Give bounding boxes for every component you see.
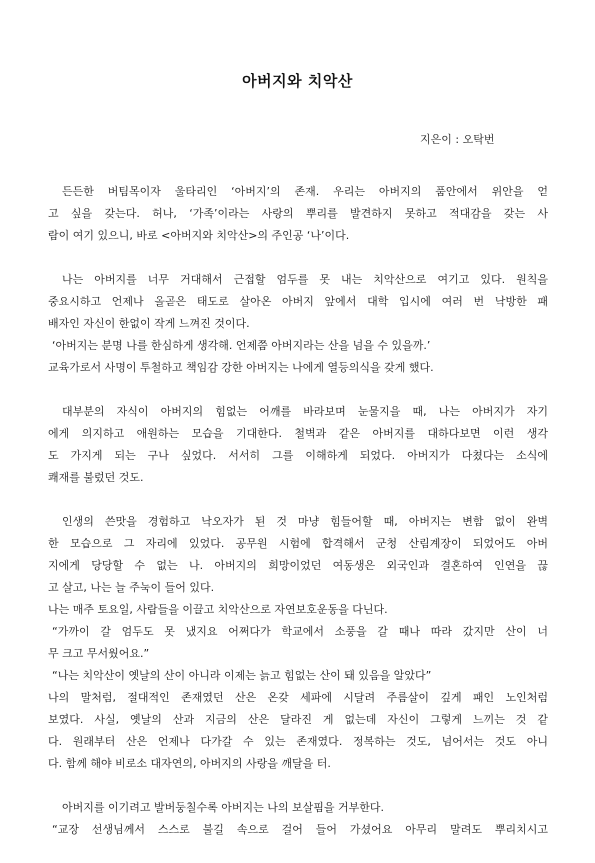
paragraph-line: 한 모습으로 그 자리에 있었다. 공무원 시험에 합격해서 군청 산림계장이 되었어도 아버	[48, 537, 548, 550]
paragraph-line: 교육가로서 사명이 투철하고 책임감 강한 아버지는 나에게 열등의식을 갖게 했다.	[48, 361, 434, 374]
paragraph-line: “교장 선생님께서 스스로 불길 속으로 걸어 들어 가셨어요 아무리 말려도 뿌리치시고	[52, 823, 548, 836]
document-body	[48, 181, 548, 863]
paragraph-line: “나는 치악산이 옛날의 산이 아니라 이제는 늙고 힘없는 산이 돼 있음을 알았다”	[52, 669, 432, 682]
paragraph-line: 아버지를 이기려고 발버둥칠수록 아버지는 나의 보살핌을 거부한다.	[62, 801, 385, 814]
paragraph-line: 다. 함께 해야 비로소 대자연의, 아버지의 사랑을 깨달을 터.	[48, 757, 331, 770]
paragraph-line: ‘아버지는 분명 나를 한심하게 생각해. 언제쯤 아버지라는 산을 넘을 수 있을까.’	[52, 339, 431, 352]
paragraph-line: 다. 원래부터 산은 언제나 다가갈 수 있는 존재였다. 정복하는 것도, 넘어서는 것도 아니	[48, 735, 548, 748]
paragraph-line: 에게 의지하고 애원하는 모습을 기대한다. 철벽과 같은 아버지를 대하다보면 이런 생각	[48, 427, 548, 440]
author-line: 지은이 : 오탁번	[420, 133, 495, 146]
paragraph-line: 보였다. 사실, 옛날의 산과 지금의 산은 달라진 게 없는데 자신이 그렇게 느끼는 것 같	[48, 713, 548, 726]
paragraph-line: 나는 아버지를 너무 거대해서 근접할 엄두를 못 내는 치악산으로 여기고 있다. 원칙을	[62, 273, 548, 286]
paragraph-5	[48, 797, 548, 841]
paragraph-3	[48, 401, 548, 489]
paragraph-line: 쾌재를 불렀던 것도.	[48, 471, 144, 484]
paragraph-line: 무 크고 무서웠어요.”	[48, 647, 150, 660]
paragraph-line: 중요시하고 언제나 올곧은 태도로 살아온 아버지 앞에서 대학 입시에 여러 번 낙방한 패	[48, 295, 548, 308]
paragraph-line: 든든한 버팀목이자 울타리인 ‘아버지’의 존재. 우리는 아버지의 품안에서 위안을 얻	[62, 185, 548, 198]
paragraph-line: 배자인 자신이 한없이 작게 느껴진 것이다.	[48, 317, 250, 330]
paragraph-line: 지에게 당당할 수 없는 나. 아버지의 희망이었던 여동생은 외국인과 결혼하여 인연을 끊	[48, 559, 548, 572]
paragraph-line: 인생의 쓴맛을 경험하고 낙오자가 된 것 마냥 힘들어할 때, 아버지는 변함 없이 완벽	[62, 515, 548, 528]
paragraph-line: “가까이 갈 엄두도 못 냈지요 어쩌다가 학교에서 소풍을 갈 때나 따라 갔지만 산이 너	[52, 625, 548, 638]
paragraph-1	[48, 181, 548, 247]
paragraph-4	[48, 511, 548, 775]
paragraph-line: 나의 말처럼, 절대적인 존재였던 산은 온갖 세파에 시달려 주름살이 깊게 패인 노인처럼	[48, 691, 548, 704]
document-title: 아버지와 치악산	[242, 72, 353, 90]
paragraph-line: 고 살고, 나는 늘 주눅이 들어 있다.	[48, 581, 215, 594]
paragraph-line: 람이 여기 있으니, 바로 <아버지와 치악산>의 주인공 ‘나’이다.	[48, 229, 350, 242]
paragraph-line: 나는 매주 토요일, 사람들을 이끌고 치악산으로 자연보호운동을 다닌다.	[48, 603, 388, 616]
paragraph-line: 도 가지게 되는 구나 싶었다. 서서히 그를 이해하게 되었다. 아버지가 다쳤다는 소식에	[48, 449, 548, 462]
paragraph-line: 대부분의 자식이 아버지의 힘없는 어깨를 바라보며 눈물지을 때, 나는 아버지가 자기	[62, 405, 548, 418]
paragraph-line: 고 싶을 갖는다. 허나, ‘가족’이라는 사랑의 뿌리를 발견하지 못하고 적대감을 갖는 사	[48, 207, 548, 220]
paragraph-2	[48, 269, 548, 379]
